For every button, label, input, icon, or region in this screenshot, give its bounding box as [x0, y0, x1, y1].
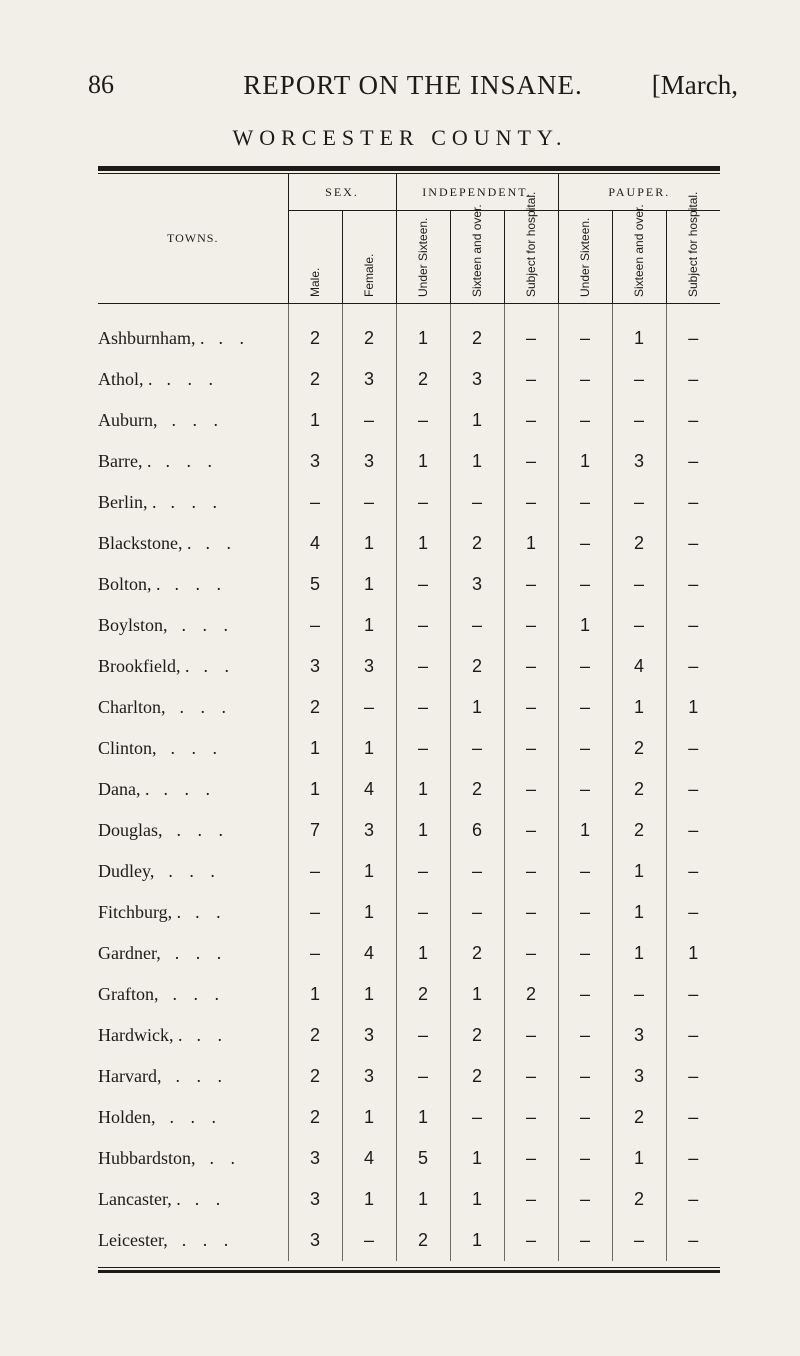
town-name: Holden,	[98, 1107, 156, 1127]
value-cell: 3	[450, 359, 504, 400]
leader-dots: . .	[195, 902, 227, 922]
value-cell: –	[450, 482, 504, 523]
value-cell: 3	[288, 1179, 342, 1220]
value-cell: –	[558, 974, 612, 1015]
value-cell: 1	[288, 769, 342, 810]
value-cell: –	[666, 810, 720, 851]
value-cell: –	[396, 1015, 450, 1056]
value-cell: 7	[288, 810, 342, 851]
value-cell: –	[558, 728, 612, 769]
value-cell: 2	[396, 974, 450, 1015]
value-cell: 3	[342, 810, 396, 851]
value-cell: 2	[450, 769, 504, 810]
running-header	[88, 70, 738, 110]
leader-dots: . . .	[168, 861, 221, 881]
value-cell: 5	[396, 1138, 450, 1179]
value-cell: 3	[288, 1138, 342, 1179]
table-row	[98, 933, 720, 974]
leader-dots: . . .	[170, 738, 224, 758]
value-cell: –	[450, 851, 504, 892]
value-cell: –	[450, 728, 504, 769]
value-cell: 1	[396, 441, 450, 482]
group-header-sex: SEX.	[288, 174, 396, 211]
town-name: Clinton,	[98, 738, 157, 758]
value-cell: 1	[612, 304, 666, 359]
value-cell: 2	[396, 1220, 450, 1261]
value-cell: 1	[612, 933, 666, 974]
leader-dots: . . .	[171, 410, 224, 430]
town-name: Ashburnham, .	[98, 328, 205, 348]
value-cell: 1	[612, 892, 666, 933]
leader-dots: . . .	[169, 1107, 222, 1127]
value-cell: –	[288, 605, 342, 646]
value-cell: 2	[450, 646, 504, 687]
value-cell: 1	[612, 687, 666, 728]
town-cell	[98, 605, 288, 646]
town-name: Athol, .	[98, 369, 153, 389]
value-cell: –	[396, 851, 450, 892]
value-cell: –	[558, 359, 612, 400]
value-cell: 1	[450, 1220, 504, 1261]
table-row	[98, 728, 720, 769]
value-cell: –	[504, 400, 558, 441]
value-cell: 1	[450, 1138, 504, 1179]
value-cell: –	[558, 564, 612, 605]
value-cell: –	[666, 646, 720, 687]
table-row	[98, 892, 720, 933]
town-cell	[98, 1015, 288, 1056]
value-cell: –	[504, 441, 558, 482]
value-cell: 1	[450, 974, 504, 1015]
value-cell: 3	[342, 441, 396, 482]
value-cell: –	[504, 1179, 558, 1220]
table-row	[98, 523, 720, 564]
top-rule-thick	[98, 166, 720, 171]
value-cell: 1	[396, 810, 450, 851]
value-cell: 2	[612, 728, 666, 769]
value-cell: –	[504, 728, 558, 769]
value-cell: 2	[342, 304, 396, 359]
town-cell	[98, 400, 288, 441]
value-cell: –	[558, 1097, 612, 1138]
group-header-independent: INDEPENDENT.	[396, 174, 558, 211]
value-cell: –	[666, 728, 720, 769]
value-cell: –	[504, 359, 558, 400]
value-cell: –	[396, 605, 450, 646]
leader-dots: . . .	[174, 943, 228, 963]
town-name: Bolton, .	[98, 574, 161, 594]
value-cell: –	[396, 564, 450, 605]
column-header-female: Female.	[342, 211, 396, 304]
value-cell: 1	[504, 523, 558, 564]
county-title: WORCESTER COUNTY.	[232, 125, 568, 150]
value-cell: 4	[288, 523, 342, 564]
value-cell: –	[504, 1056, 558, 1097]
value-cell: 2	[612, 1097, 666, 1138]
value-cell: –	[558, 1220, 612, 1261]
town-cell	[98, 523, 288, 564]
value-cell: 1	[342, 564, 396, 605]
value-cell: 1	[342, 1179, 396, 1220]
value-cell: –	[558, 687, 612, 728]
value-cell: –	[666, 769, 720, 810]
value-cell: 1	[288, 974, 342, 1015]
value-cell: –	[666, 400, 720, 441]
town-name: Douglas,	[98, 820, 163, 840]
value-cell: –	[558, 482, 612, 523]
town-cell	[98, 1179, 288, 1220]
value-cell: 2	[288, 687, 342, 728]
value-cell: 2	[450, 523, 504, 564]
value-cell: 1	[288, 728, 342, 769]
value-cell: –	[504, 810, 558, 851]
town-cell	[98, 933, 288, 974]
value-cell: –	[558, 769, 612, 810]
value-cell: –	[666, 1179, 720, 1220]
value-cell: 3	[342, 1015, 396, 1056]
value-cell: –	[612, 359, 666, 400]
town-cell	[98, 892, 288, 933]
value-cell: –	[612, 400, 666, 441]
value-cell: –	[504, 1097, 558, 1138]
table-row	[98, 304, 720, 359]
page-number: 86	[88, 70, 114, 99]
town-name: Charlton,	[98, 697, 166, 717]
leader-dots: . . .	[176, 820, 229, 840]
town-cell	[98, 482, 288, 523]
leader-dots: . . .	[165, 451, 218, 471]
column-header-independent-sixteen-and-over: Sixteen and over.	[450, 211, 504, 304]
leader-dots: . .	[218, 328, 250, 348]
value-cell: 1	[558, 605, 612, 646]
value-cell: 2	[450, 304, 504, 359]
town-name: Lancaster, .	[98, 1189, 181, 1209]
value-cell: –	[504, 1138, 558, 1179]
value-cell: –	[666, 851, 720, 892]
value-cell: –	[612, 482, 666, 523]
value-cell: –	[666, 1015, 720, 1056]
value-cell: –	[342, 482, 396, 523]
value-cell: 2	[450, 933, 504, 974]
town-cell	[98, 646, 288, 687]
column-header-pauper-under-sixteen: Under Sixteen.	[558, 211, 612, 304]
table-row	[98, 1138, 720, 1179]
value-cell: 1	[558, 441, 612, 482]
town-name: Dana, .	[98, 779, 150, 799]
value-cell: –	[558, 933, 612, 974]
value-cell: –	[666, 1097, 720, 1138]
value-cell: 4	[342, 1138, 396, 1179]
value-cell: –	[450, 892, 504, 933]
table-row	[98, 1179, 720, 1220]
town-cell	[98, 359, 288, 400]
town-name: Grafton,	[98, 984, 159, 1004]
table-row	[98, 810, 720, 851]
town-cell	[98, 974, 288, 1015]
value-cell: 6	[450, 810, 504, 851]
leader-dots: . . .	[179, 697, 232, 717]
town-name: Hubbardston,	[98, 1148, 196, 1168]
value-cell: 2	[450, 1056, 504, 1097]
value-cell: 1	[342, 728, 396, 769]
value-cell: –	[558, 523, 612, 564]
value-cell: 4	[612, 646, 666, 687]
town-name: Fitchburg, .	[98, 902, 182, 922]
value-cell: 3	[288, 646, 342, 687]
table-row	[98, 769, 720, 810]
value-cell: 1	[450, 441, 504, 482]
value-cell: –	[396, 400, 450, 441]
value-cell: –	[504, 646, 558, 687]
value-cell: 4	[342, 933, 396, 974]
value-cell: –	[504, 564, 558, 605]
town-cell	[98, 728, 288, 769]
town-cell	[98, 1097, 288, 1138]
table-row	[98, 1015, 720, 1056]
table-row	[98, 400, 720, 441]
report-month: [March,	[651, 70, 738, 100]
value-cell: 3	[612, 441, 666, 482]
value-cell: –	[612, 564, 666, 605]
value-cell: 1	[342, 605, 396, 646]
value-cell: –	[342, 687, 396, 728]
value-cell: –	[612, 974, 666, 1015]
value-cell: –	[666, 1220, 720, 1261]
value-cell: –	[666, 564, 720, 605]
value-cell: 1	[450, 400, 504, 441]
value-cell: 3	[450, 564, 504, 605]
value-cell: –	[558, 851, 612, 892]
value-cell: –	[504, 687, 558, 728]
leader-dots: . .	[209, 1148, 241, 1168]
value-cell: –	[504, 482, 558, 523]
table-row	[98, 1220, 720, 1261]
value-cell: –	[396, 687, 450, 728]
town-cell	[98, 1220, 288, 1261]
value-cell: –	[504, 1015, 558, 1056]
leader-dots: . . .	[174, 574, 228, 594]
group-header-pauper: PAUPER.	[558, 174, 720, 211]
table-row	[98, 1097, 720, 1138]
leader-dots: . . .	[181, 1230, 235, 1250]
value-cell: –	[288, 892, 342, 933]
leader-dots: . . .	[166, 369, 220, 389]
value-cell: –	[504, 851, 558, 892]
town-name: Brookfield, .	[98, 656, 190, 676]
value-cell: –	[558, 400, 612, 441]
value-cell: 1	[666, 687, 720, 728]
town-name: Leicester,	[98, 1230, 168, 1250]
value-cell: –	[288, 851, 342, 892]
value-cell: –	[666, 359, 720, 400]
leader-dots: . .	[194, 1189, 227, 1209]
town-cell	[98, 441, 288, 482]
statistics-table-wrapper	[98, 166, 720, 1273]
value-cell: 2	[450, 1015, 504, 1056]
value-cell: –	[666, 1056, 720, 1097]
table-row	[98, 851, 720, 892]
town-name: Boylston,	[98, 615, 168, 635]
table-row	[98, 646, 720, 687]
value-cell: –	[558, 1056, 612, 1097]
column-header-independent-under-sixteen: Under Sixteen.	[396, 211, 450, 304]
value-cell: 1	[396, 1097, 450, 1138]
value-cell: 1	[342, 892, 396, 933]
town-name: Berlin, .	[98, 492, 157, 512]
value-cell: –	[504, 1220, 558, 1261]
town-name: Hardwick, .	[98, 1025, 183, 1045]
value-cell: 1	[450, 687, 504, 728]
report-title: REPORT ON THE INSANE.	[243, 70, 583, 100]
value-cell: 2	[396, 359, 450, 400]
value-cell: 1	[396, 304, 450, 359]
town-name: Dudley,	[98, 861, 155, 881]
value-cell: –	[342, 400, 396, 441]
table-row	[98, 441, 720, 482]
value-cell: 1	[612, 851, 666, 892]
value-cell: –	[396, 892, 450, 933]
value-cell: –	[504, 933, 558, 974]
value-cell: 3	[288, 1220, 342, 1261]
town-cell	[98, 1138, 288, 1179]
value-cell: 3	[288, 441, 342, 482]
leader-dots: . . .	[172, 984, 225, 1004]
table-row	[98, 482, 720, 523]
leader-dots: . . .	[163, 779, 216, 799]
table-row	[98, 974, 720, 1015]
town-name: Barre, .	[98, 451, 152, 471]
value-cell: 1	[558, 810, 612, 851]
value-cell: –	[396, 1056, 450, 1097]
table-row	[98, 564, 720, 605]
table-body	[98, 304, 720, 1261]
value-cell: –	[666, 974, 720, 1015]
towns-header: TOWNS.	[167, 231, 219, 245]
value-cell: 2	[288, 1097, 342, 1138]
value-cell: 3	[342, 359, 396, 400]
leader-dots: . . .	[175, 1066, 228, 1086]
town-cell	[98, 304, 288, 359]
leader-dots: . .	[196, 1025, 228, 1045]
value-cell: 3	[612, 1056, 666, 1097]
value-cell: 1	[342, 974, 396, 1015]
value-cell: –	[558, 1138, 612, 1179]
leader-dots: . . .	[170, 492, 223, 512]
value-cell: 3	[342, 646, 396, 687]
value-cell: –	[450, 1097, 504, 1138]
table-row	[98, 687, 720, 728]
statistics-table	[98, 174, 720, 1261]
bottom-rule-thick	[98, 1270, 720, 1273]
town-name: Harvard,	[98, 1066, 162, 1086]
town-cell	[98, 1056, 288, 1097]
value-cell: 2	[612, 1179, 666, 1220]
value-cell: 1	[396, 769, 450, 810]
town-cell	[98, 851, 288, 892]
value-cell: 1	[396, 933, 450, 974]
value-cell: –	[288, 933, 342, 974]
column-header-pauper-subject-for-hospital: Subject for hospital.	[666, 211, 720, 304]
table-row	[98, 605, 720, 646]
value-cell: 2	[288, 359, 342, 400]
value-cell: –	[504, 892, 558, 933]
table-row	[98, 359, 720, 400]
value-cell: –	[558, 304, 612, 359]
leader-dots: . . .	[181, 615, 235, 635]
value-cell: –	[666, 605, 720, 646]
town-name: Gardner,	[98, 943, 161, 963]
town-name: Auburn,	[98, 410, 158, 430]
value-cell: –	[504, 605, 558, 646]
column-header-pauper-sixteen-and-over: Sixteen and over.	[612, 211, 666, 304]
value-cell: –	[666, 892, 720, 933]
value-cell: 2	[612, 810, 666, 851]
value-cell: 1	[342, 1097, 396, 1138]
value-cell: 1	[612, 1138, 666, 1179]
value-cell: 1	[396, 1179, 450, 1220]
column-header-male: Male.	[288, 211, 342, 304]
town-cell	[98, 687, 288, 728]
town-name: Blackstone, .	[98, 533, 192, 553]
value-cell: 2	[288, 1056, 342, 1097]
value-cell: 1	[450, 1179, 504, 1220]
value-cell: –	[666, 523, 720, 564]
town-cell	[98, 769, 288, 810]
value-cell: 2	[288, 1015, 342, 1056]
value-cell: –	[396, 482, 450, 523]
value-cell: –	[666, 304, 720, 359]
value-cell: 5	[288, 564, 342, 605]
value-cell: –	[558, 1179, 612, 1220]
value-cell: –	[396, 646, 450, 687]
leader-dots: . .	[203, 656, 235, 676]
value-cell: 1	[396, 523, 450, 564]
value-cell: 1	[288, 400, 342, 441]
table-row	[98, 1056, 720, 1097]
value-cell: –	[612, 605, 666, 646]
value-cell: –	[666, 441, 720, 482]
column-header-independent-subject-for-hospital: Subject for hospital.	[504, 211, 558, 304]
leader-dots: . .	[205, 533, 237, 553]
value-cell: –	[288, 482, 342, 523]
value-cell: –	[396, 728, 450, 769]
value-cell: –	[612, 1220, 666, 1261]
value-cell: 1	[342, 523, 396, 564]
town-cell	[98, 564, 288, 605]
town-cell	[98, 810, 288, 851]
value-cell: –	[558, 1015, 612, 1056]
value-cell: –	[450, 605, 504, 646]
bottom-rule-thin	[98, 1267, 720, 1268]
value-cell: 3	[612, 1015, 666, 1056]
value-cell: 2	[612, 769, 666, 810]
value-cell: 4	[342, 769, 396, 810]
value-cell: 1	[666, 933, 720, 974]
value-cell: 2	[288, 304, 342, 359]
value-cell: 1	[342, 851, 396, 892]
value-cell: –	[666, 1138, 720, 1179]
value-cell: 2	[504, 974, 558, 1015]
value-cell: –	[558, 892, 612, 933]
value-cell: 2	[612, 523, 666, 564]
value-cell: –	[504, 304, 558, 359]
value-cell: –	[342, 1220, 396, 1261]
value-cell: –	[558, 646, 612, 687]
value-cell: 3	[342, 1056, 396, 1097]
value-cell: –	[666, 482, 720, 523]
value-cell: –	[504, 769, 558, 810]
